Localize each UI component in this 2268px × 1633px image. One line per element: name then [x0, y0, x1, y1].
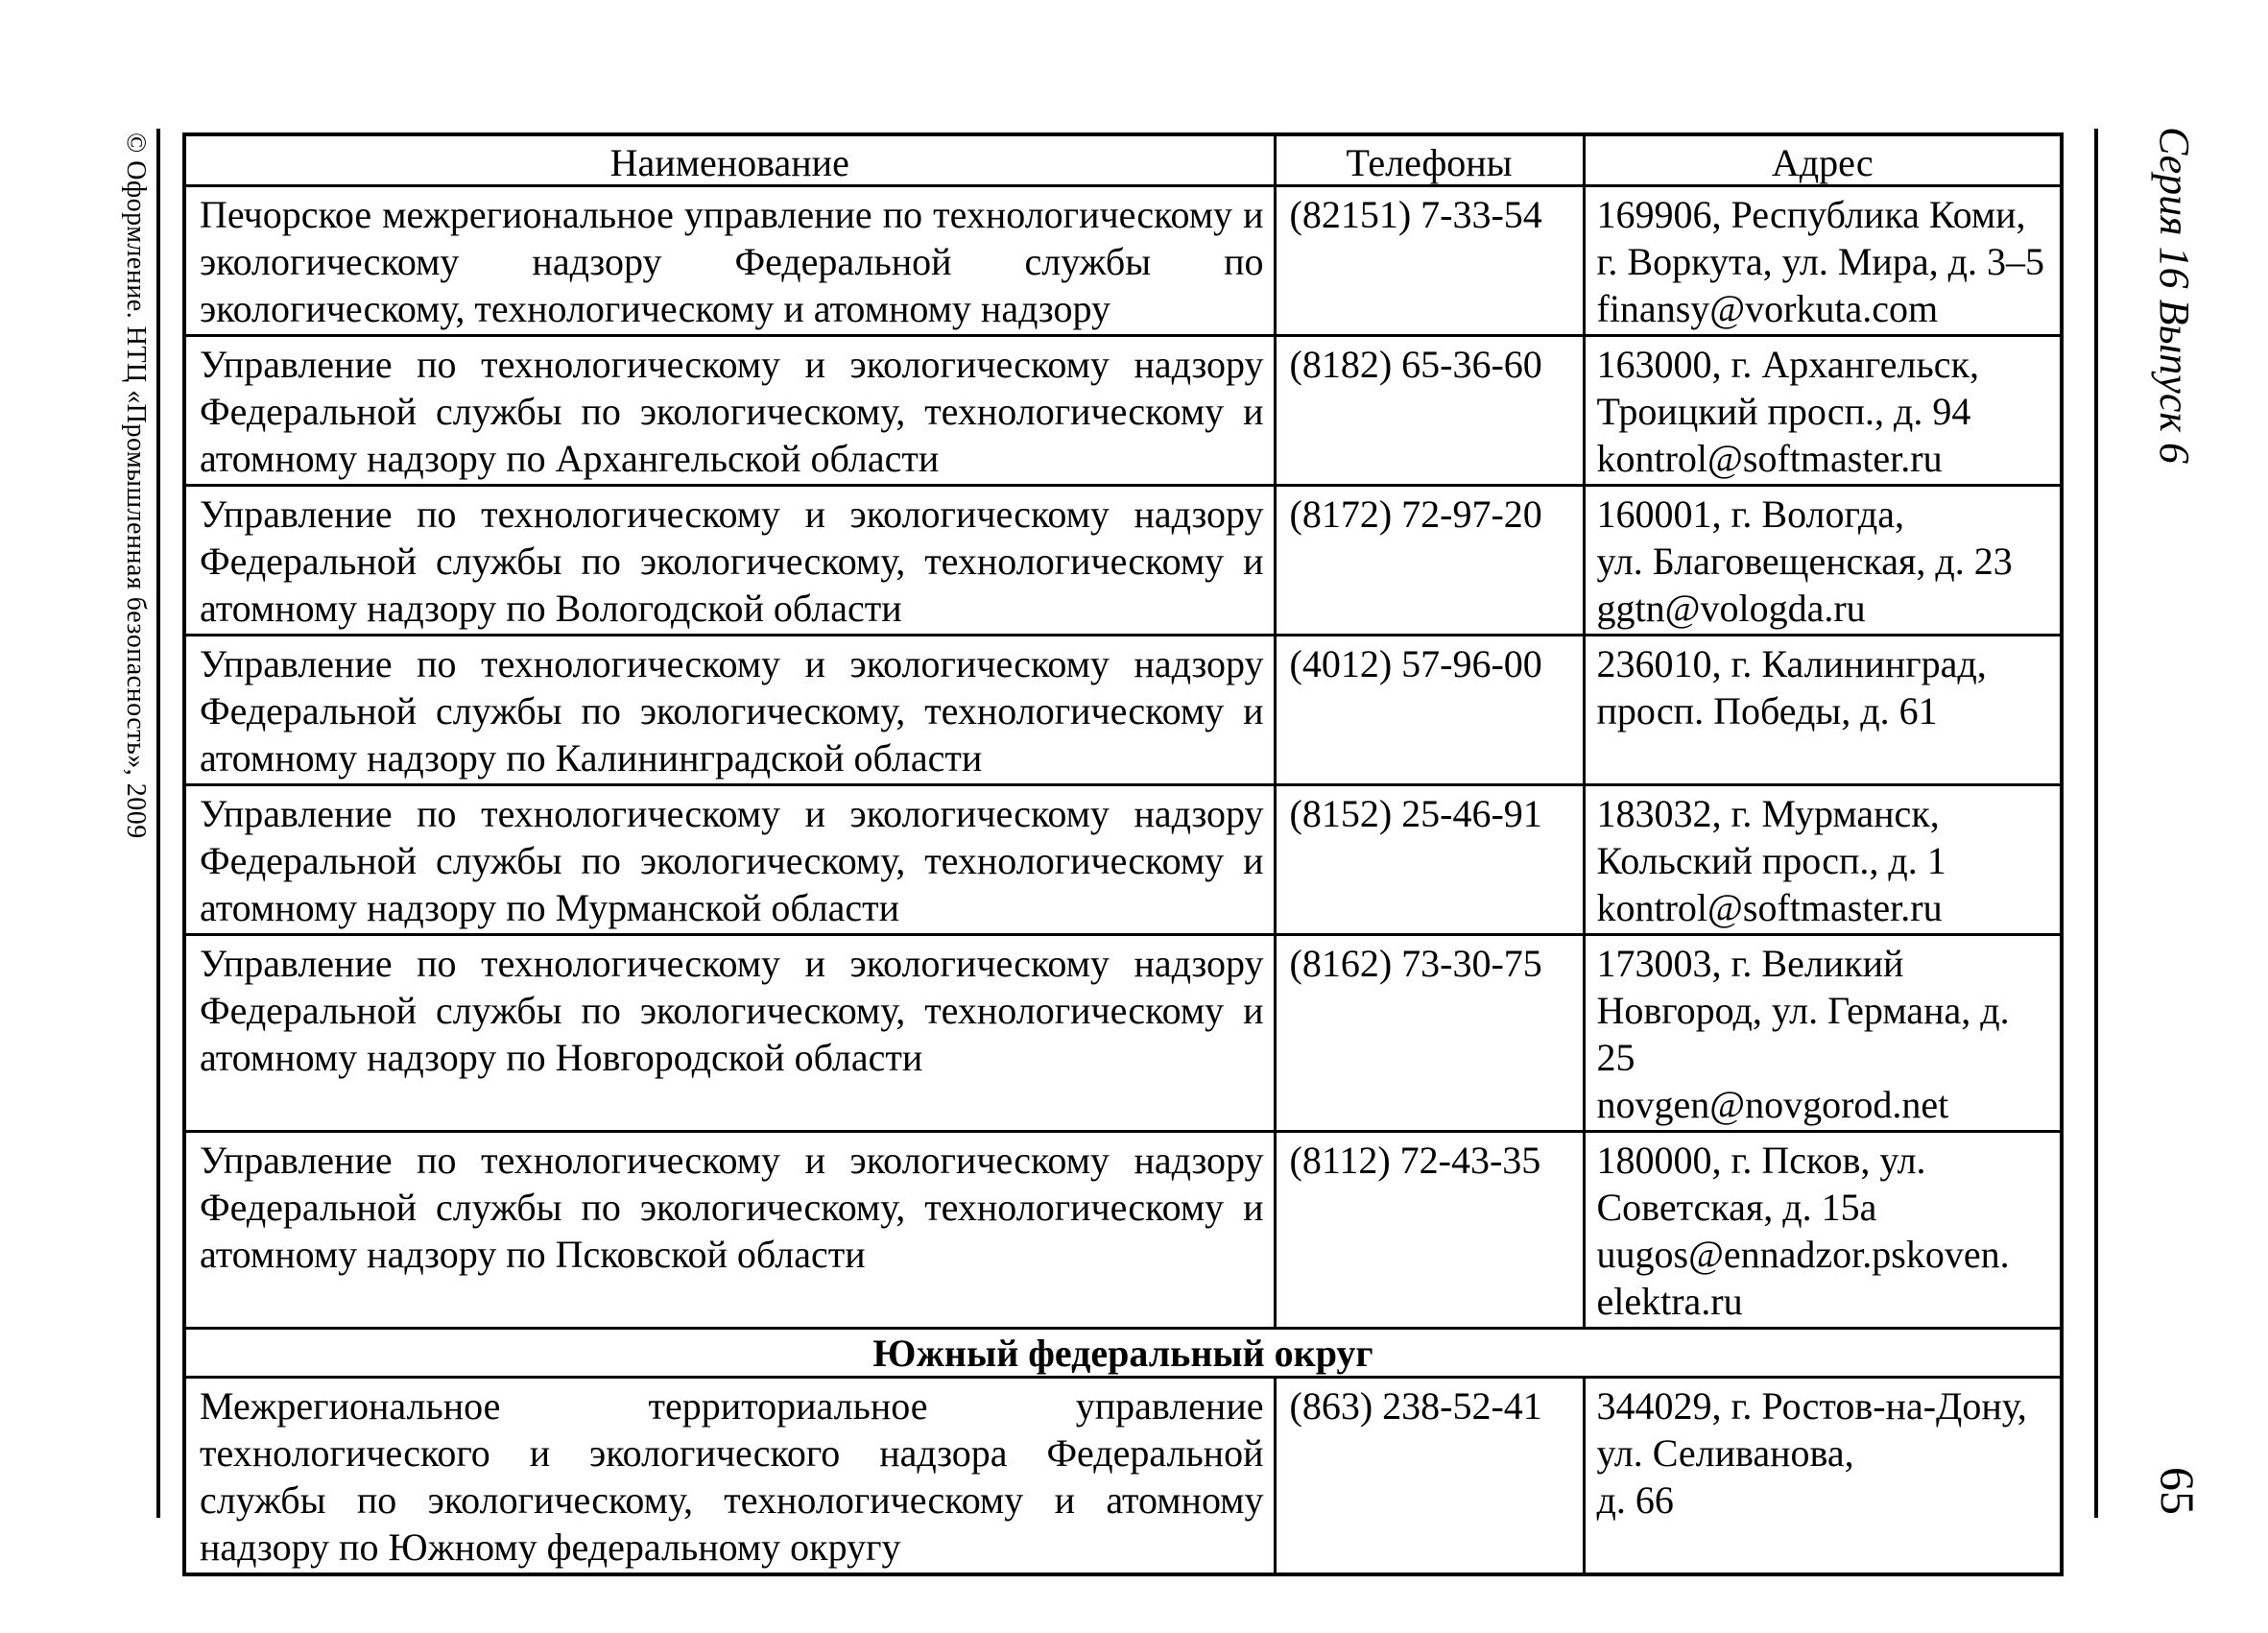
right-margin-rule — [2094, 129, 2098, 1518]
left-margin-rule — [156, 129, 160, 1518]
row-name: Управление по технологическому и экологическому надзору Федеральной службы по экологическому, технологическому и атомному надзору по Вологодской области — [184, 486, 1275, 636]
row-address: 180000, г. Псков, ул. Советская, д. 15а uugos@ennadzor.pskoven. elektra.ru — [1584, 1132, 2062, 1329]
row-address: 344029, г. Ростов-на-Дону, ул. Селиванова, д. 66 — [1584, 1378, 2062, 1575]
row-phone: (863) 238-52-41 — [1275, 1378, 1584, 1575]
row-phone: (8152) 25-46-91 — [1275, 785, 1584, 935]
row-address: 173003, г. Великий Новгород, ул. Германа, д. 25 novgen@novgorod.net — [1584, 935, 2062, 1132]
table-row — [184, 336, 2062, 486]
header-address: Адрес — [1584, 134, 2062, 186]
row-name: Управление по технологическому и экологическому надзору Федеральной службы по экологическому, технологическому и атомному надзору по Калининградской области — [184, 636, 1275, 785]
row-phone: (82151) 7-33-54 — [1275, 186, 1584, 336]
row-phone: (8112) 72-43-35 — [1275, 1132, 1584, 1329]
row-name: Управление по технологическому и экологическому надзору Федеральной службы по экологическому, технологическому и атомному надзору по Мурманской области — [184, 785, 1275, 935]
row-address: 160001, г. Вологда, ул. Благовещенская, д. 23 ggtn@vologda.ru — [1584, 486, 2062, 636]
row-phone: (8172) 72-97-20 — [1275, 486, 1584, 636]
row-name: Управление по технологическому и экологическому надзору Федеральной службы по экологическому, технологическому и атомному надзору по Псковской области — [184, 1132, 1275, 1329]
header-name: Наименование — [184, 134, 1275, 186]
row-name: Управление по технологическому и экологическому надзору Федеральной службы по экологическому, технологическому и атомному надзору по Архангельской области — [184, 336, 1275, 486]
row-address: 169906, Республика Коми, г. Воркута, ул. Мира, д. 3–5 finansy@vorkuta.com — [1584, 186, 2062, 336]
row-address: 163000, г. Архангельск, Троицкий просп., д. 94 kontrol@softmaster.ru — [1584, 336, 2062, 486]
table-row — [184, 486, 2062, 636]
row-name: Печорское межрегиональное управление по технологическому и экологическому надзору Федеральной службы по экологическому, технологическому и атомному надзору — [184, 186, 1275, 336]
row-name: Управление по технологическому и экологическому надзору Федеральной службы по экологическому, технологическому и атомному надзору по Новгородской области — [184, 935, 1275, 1132]
table-row — [184, 636, 2062, 785]
row-phone: (8182) 65-36-60 — [1275, 336, 1584, 486]
section-title: Южный федеральный округ — [184, 1329, 2062, 1378]
table-row — [184, 1378, 2062, 1575]
header-phones: Телефоны — [1275, 134, 1584, 186]
row-name: Межрегиональное территориальное управление технологического и экологического надзора Федеральной службы по экологическому, технологическому и атомному надзору по Южному федеральному округу — [184, 1378, 1275, 1575]
series-label: Серия 16 Выпуск 6 — [2151, 127, 2198, 464]
page-number: 65 — [2151, 1467, 2205, 1515]
row-address: 236010, г. Калининград, просп. Победы, д. 61 — [1584, 636, 2062, 785]
row-phone: (8162) 73-30-75 — [1275, 935, 1584, 1132]
table-header-row — [184, 134, 2062, 186]
copyright-notice: © Оформление. НТЦ «Промышленная безопасность», 2009 — [121, 132, 151, 839]
table-row — [184, 186, 2062, 336]
row-address: 183032, г. Мурманск, Кольский просп., д. 1 kontrol@softmaster.ru — [1584, 785, 2062, 935]
row-phone: (4012) 57-96-00 — [1275, 636, 1584, 785]
organizations-table — [182, 132, 2064, 1576]
table-row — [184, 785, 2062, 935]
section-row — [184, 1329, 2062, 1378]
table-row — [184, 1132, 2062, 1329]
table-row — [184, 935, 2062, 1132]
